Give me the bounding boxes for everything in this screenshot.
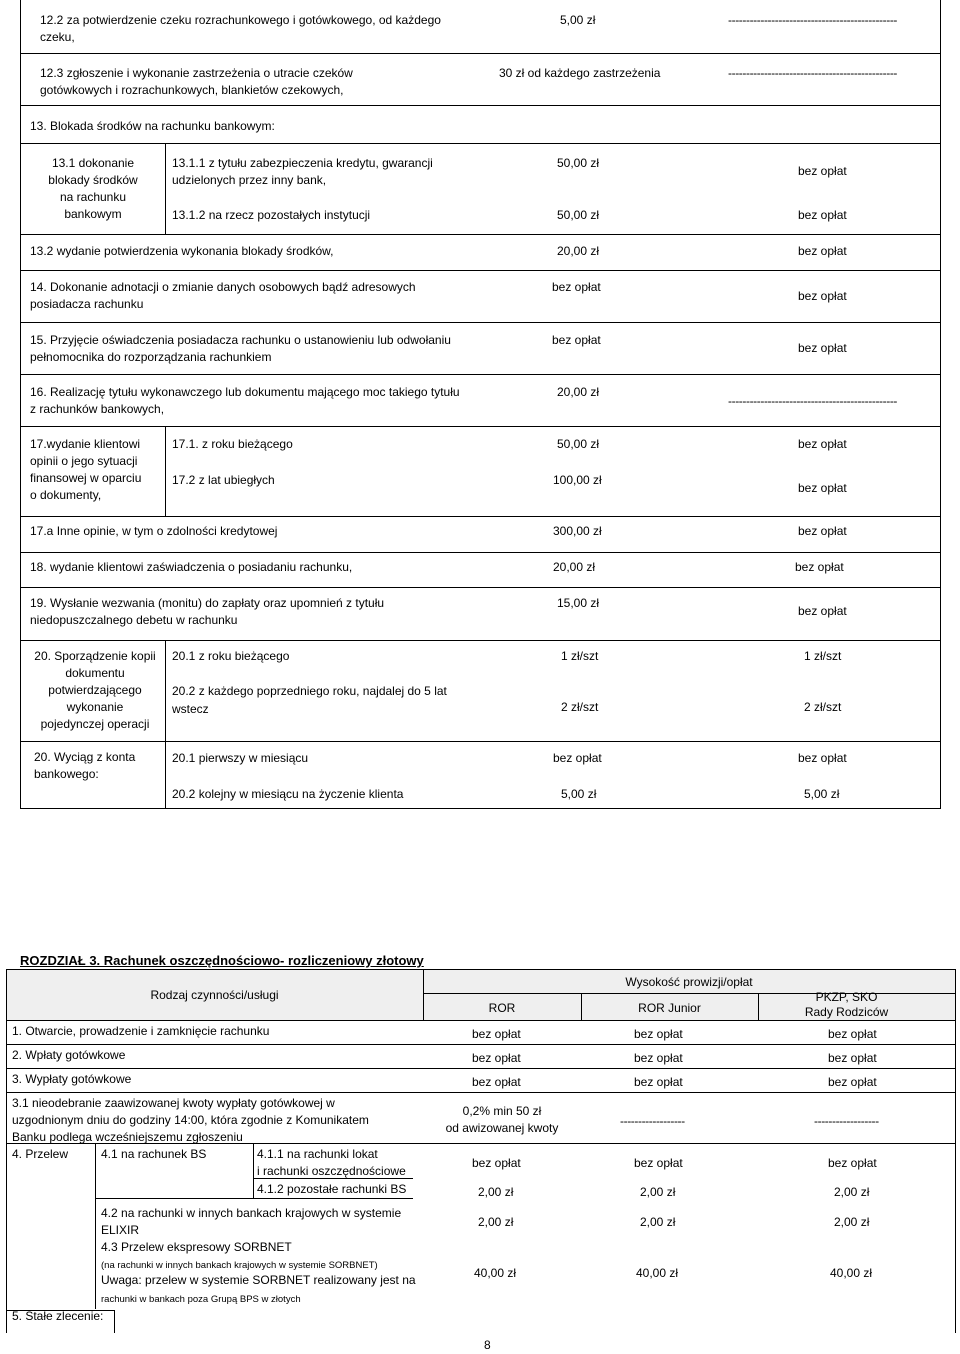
t2-row-3-ror-junior: bez opłat [634, 1075, 683, 1089]
row-16-fee: ----------------------------------------------- [728, 394, 898, 408]
row-12-2-label: 12.2 za potwierdzenie czeku rozrachunkowego i gotówkowego, od każdego czeku, [40, 13, 441, 44]
row-20-1-fee: 1 zł/szt [804, 649, 842, 663]
row-20-statement-2-fee: 5,00 zł [804, 787, 840, 801]
row-17-1-value: 50,00 zł [557, 437, 600, 451]
row-13-1-1-value: 50,00 zł [557, 156, 600, 170]
t2-row-4-2-label: 4.2 na rachunki w innych bankach krajowych w systemie ELIXIR [101, 1206, 402, 1237]
row-12-3-fee: ----------------------------------------------- [728, 66, 898, 80]
t2-row-4-1-1-label: 4.1.1 na rachunki lokat i rachunki oszczędnościowe [257, 1147, 406, 1178]
row-20-statement-2-label: 20.2 kolejny w miesiącu na życzenie klienta [172, 787, 404, 801]
t2-row-4-2-ror-junior: 2,00 zł [640, 1215, 676, 1229]
t2-row-4-label: 4. Przelew [12, 1147, 69, 1161]
row-14-value: bez opłat [552, 280, 601, 294]
t2-row-4-1-label: 4.1 na rachunek BS [101, 1147, 207, 1161]
page-number: 8 [484, 1338, 491, 1352]
row-13-2-label: 13.2 wydanie potwierdzenia wykonania blokady środków, [30, 244, 334, 258]
row-19-fee: bez opłat [798, 604, 847, 618]
row-20-2-fee: 2 zł/szt [804, 700, 842, 714]
t2-row-4-1-2-ror-junior: 2,00 zł [640, 1185, 676, 1199]
row-15-label: 15. Przyjęcie oświadczenia posiadacza rachunku o ustanowieniu lub odwołaniu pełnomocnika do rozporządzania rachunkiem [30, 333, 451, 364]
t2-row-1-label: 1. Otwarcie, prowadzenie i zamknięcie rachunku [12, 1024, 270, 1038]
t2-row-2-label: 2. Wpłaty gotówkowe [12, 1048, 126, 1062]
t2-row-4-1-2-pkzp: 2,00 zł [834, 1185, 870, 1199]
row-20-copy-group: 20. Sporządzenie kopii dokumentu potwierdzającego wykonanie pojedynczej operacji [34, 649, 156, 731]
column-ror-junior: ROR Junior [638, 1001, 701, 1015]
t2-row-4-1-1-pkzp: bez opłat [828, 1156, 877, 1170]
header-fee: Wysokość prowizji/opłat [625, 975, 753, 989]
t2-row-4-2-pkzp: 2,00 zł [834, 1215, 870, 1229]
row-12-3-value: 30 zł od każdego zastrzeżenia [499, 66, 661, 80]
row-12-3-label: 12.3 zgłoszenie i wykonanie zastrzeżenia o utracie czeków gotówkowych i rozrachunkowych, blankietów czekowych, [40, 66, 353, 97]
t2-row-5-label: 5. Stałe zlecenie: [12, 1309, 104, 1323]
row-17a-value: 300,00 zł [553, 524, 602, 538]
row-13-1-2-fee: bez opłat [798, 208, 847, 222]
t2-row-4-1-2-ror: 2,00 zł [478, 1185, 514, 1199]
column-ror: ROR [488, 1001, 516, 1015]
row-16-value: 20,00 zł [557, 385, 600, 399]
row-20-1-label: 20.1 z roku bieżącego [172, 649, 290, 663]
row-20-statement-1-label: 20.1 pierwszy w miesiącu [172, 751, 309, 765]
t2-row-3-1-ror: 0,2% min 50 zł od awizowanej kwoty [445, 1104, 559, 1135]
t2-row-4-3-ror: 40,00 zł [474, 1266, 517, 1280]
row-19-label: 19. Wysłanie wezwania (monitu) do zapłaty oraz upomnień z tytułu niedopuszczalnego debetu w rachunku [30, 596, 385, 627]
row-14-fee: bez opłat [798, 289, 847, 303]
row-20-statement-1-value: bez opłat [553, 751, 602, 765]
row-17a-label: 17.a Inne opinie, w tym o zdolności kredytowej [30, 524, 278, 538]
t2-row-4-3-note-small-2: rachunki w bankach poza Grupą BPS w złotych [101, 1294, 301, 1305]
row-18-value: 20,00 zł [553, 560, 596, 574]
row-13-2-value: 20,00 zł [557, 244, 600, 258]
row-20-1-value: 1 zł/szt [561, 649, 599, 663]
section-title: ROZDZIAŁ 3. Rachunek oszczędnościowo- rozliczeniowy złotowy [20, 953, 424, 968]
t2-row-3-pkzp: bez opłat [828, 1075, 877, 1089]
t2-row-3-ror: bez opłat [472, 1075, 521, 1089]
row-14-label: 14. Dokonanie adnotacji o zmianie danych osobowych bądź adresowych posiadacza rachunku [30, 280, 416, 311]
row-13-1-2-value: 50,00 zł [557, 208, 600, 222]
row-17-group: 17.wydanie klientowi opinii o jego sytuacji finansowej w oparciu o dokumenty, [30, 437, 142, 502]
row-13-1-1-label: 13.1.1 z tytułu zabezpieczenia kredytu, gwarancji udzielonych przez inny bank, [172, 156, 433, 187]
row-15-fee: bez opłat [798, 341, 847, 355]
row-17-1-fee: bez opłat [798, 437, 847, 451]
t2-row-2-ror: bez opłat [472, 1051, 521, 1065]
row-20-statement-1-fee: bez opłat [798, 751, 847, 765]
row-16-label: 16. Realizację tytułu wykonawczego lub dokumentu mającego moc takiego tytułu z rachunków bankowych, [30, 385, 460, 416]
row-13-1-group: 13.1 dokonanie blokady środków na rachunku bankowym [48, 156, 138, 221]
row-15-value: bez opłat [552, 333, 601, 347]
row-13-1-2-label: 13.1.2 na rzecz pozostałych instytucji [172, 208, 371, 222]
row-17-2-fee: bez opłat [798, 481, 847, 495]
t2-row-2-ror-junior: bez opłat [634, 1051, 683, 1065]
t2-row-4-1-2-label: 4.1.2 pozostałe rachunki BS [257, 1182, 407, 1196]
t2-row-4-3-label: 4.3 Przelew ekspresowy SORBNET [101, 1240, 292, 1254]
row-13-1-1-fee: bez opłat [798, 164, 847, 178]
row-13-2-fee: bez opłat [798, 244, 847, 258]
row-18-fee: bez opłat [795, 560, 844, 574]
t2-row-2-pkzp: bez opłat [828, 1051, 877, 1065]
row-17-1-label: 17.1. z roku bieżącego [172, 437, 293, 451]
row-20-statement-group: 20. Wyciąg z konta bankowego: [34, 750, 136, 781]
t2-row-4-3-pkzp: 40,00 zł [830, 1266, 873, 1280]
t2-row-3-label: 3. Wypłaty gotówkowe [12, 1072, 132, 1086]
row-18-label: 18. wydanie klientowi zaświadczenia o posiadaniu rachunku, [30, 560, 353, 574]
t2-row-4-3-ror-junior: 40,00 zł [636, 1266, 679, 1280]
row-13-label: 13. Blokada środków na rachunku bankowym: [30, 119, 275, 133]
row-17-2-label: 17.2 z lat ubiegłych [172, 473, 275, 487]
t2-row-3-1-label: 3.1 nieodebranie zaawizowanej kwoty wypłaty gotówkowej w uzgodnionym dniu do godziny 14:00, która zgodnie z Komunikatem Banku podlega wcześniejszemu zgłoszeniu [12, 1096, 369, 1144]
t2-row-3-1-pkzp: ------------------ [814, 1114, 879, 1128]
t2-row-4-3-note-small: (na rachunki w innych bankach krajowych w systemie SORBNET) [101, 1260, 378, 1271]
header-activity: Rodzaj czynności/usługi [150, 988, 279, 1002]
row-12-2-fee: ----------------------------------------------- [728, 13, 898, 27]
t2-row-4-1-1-ror-junior: bez opłat [634, 1156, 683, 1170]
row-20-2-label: 20.2 z każdego poprzedniego roku, najdalej do 5 lat wstecz [172, 684, 447, 716]
row-17-2-value: 100,00 zł [553, 473, 602, 487]
row-17a-fee: bez opłat [798, 524, 847, 538]
t2-row-1-ror-junior: bez opłat [634, 1027, 683, 1041]
t2-row-3-1-ror-junior: ------------------ [620, 1114, 685, 1128]
row-19-value: 15,00 zł [557, 596, 600, 610]
column-pkzp: PKZP, SKO Rady Rodziców [804, 990, 889, 1019]
row-20-statement-2-value: 5,00 zł [561, 787, 597, 801]
t2-row-4-2-ror: 2,00 zł [478, 1215, 514, 1229]
t2-row-1-ror: bez opłat [472, 1027, 521, 1041]
row-12-2-value: 5,00 zł [560, 13, 596, 27]
t2-row-1-pkzp: bez opłat [828, 1027, 877, 1041]
t2-row-4-1-1-ror: bez opłat [472, 1156, 521, 1170]
row-20-2-value: 2 zł/szt [561, 700, 599, 714]
t2-row-4-3-note: Uwaga: przelew w systemie SORBNET realizowany jest na [101, 1273, 416, 1287]
